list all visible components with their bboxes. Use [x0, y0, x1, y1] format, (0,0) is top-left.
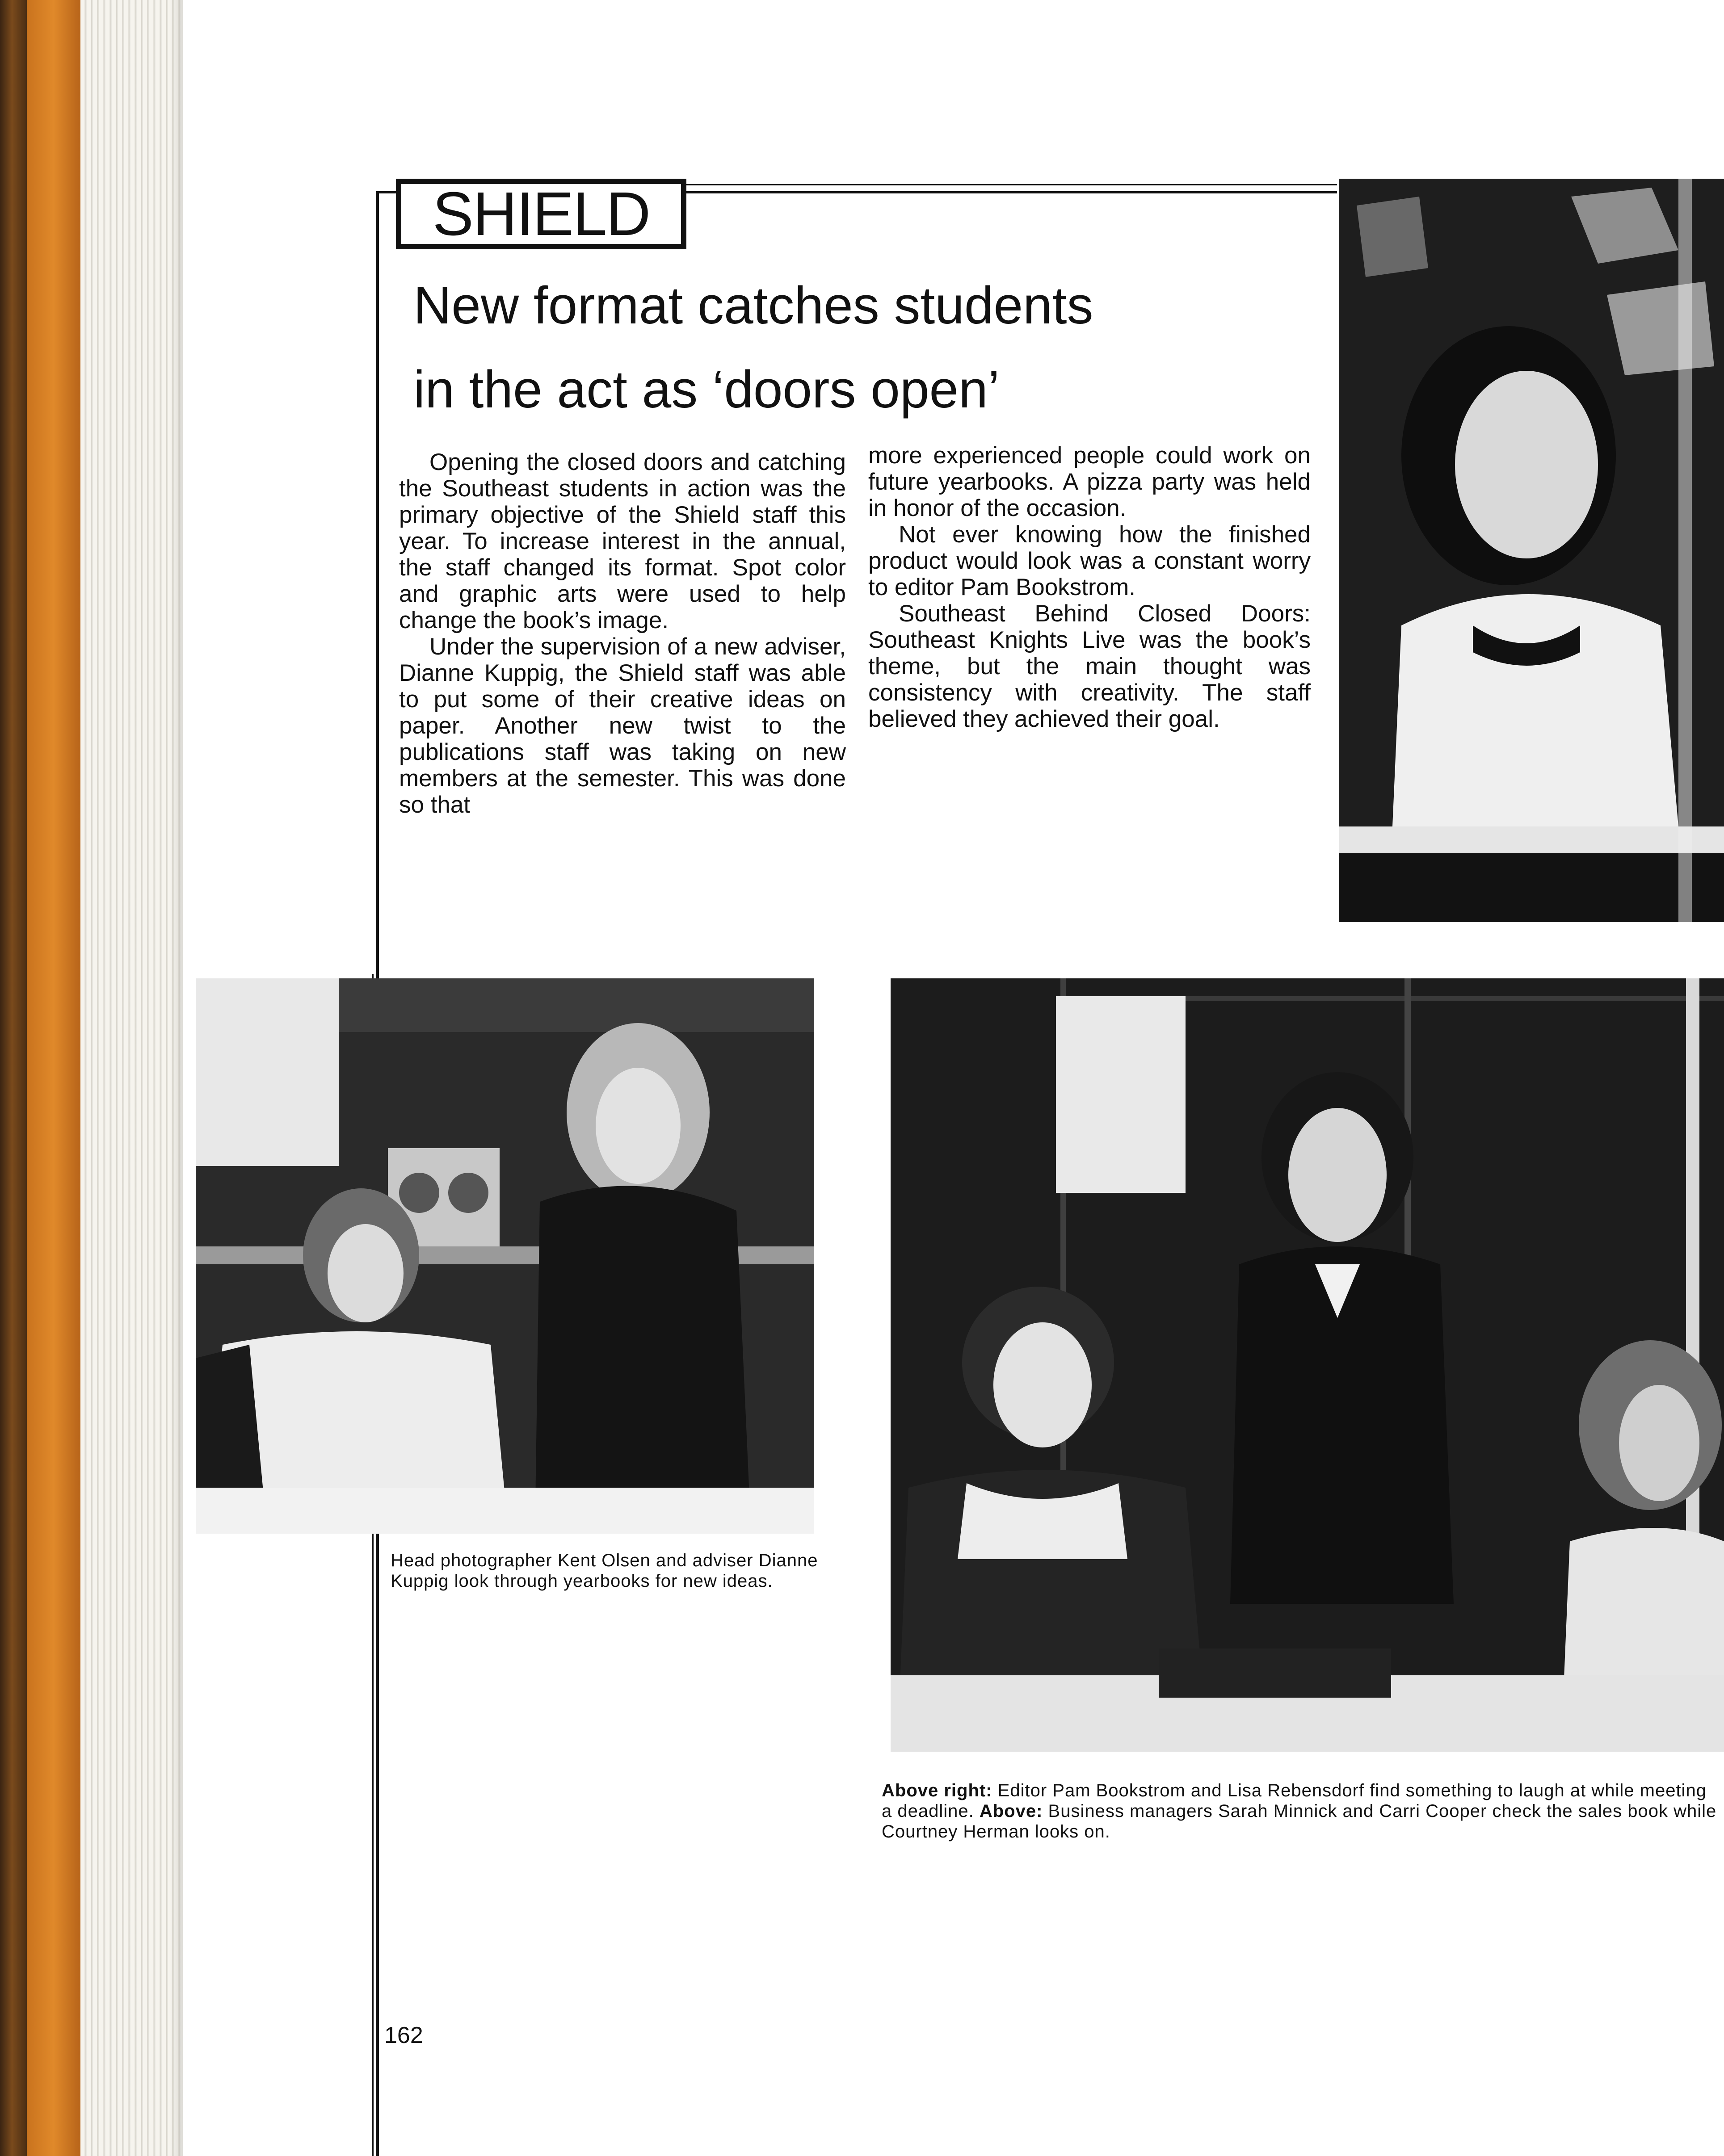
caption-lead-above-right: Above right: — [882, 1781, 992, 1800]
body-paragraph: more experienced people could work on future yearbooks. A pizza party was held in honor of the occasion. — [868, 442, 1311, 521]
page-number: 162 — [384, 2022, 423, 2048]
body-paragraph: Under the supervision of a new adviser, Dianne Kuppig, the Shield staff was able to put some of their creative ideas on paper. Another new twist to the publications staff was taking on new members at the semester. This was done so that — [399, 633, 846, 818]
page-stack-edge — [80, 0, 183, 2156]
caption-text-above: Business managers Sarah Minnick and Carri Cooper check the sales book while Courtney Herman looks on. — [882, 1801, 1717, 1841]
photo-editor-laughing — [1339, 179, 1724, 922]
body-column-1 — [399, 449, 846, 818]
book-cover-edge — [27, 0, 80, 2156]
body-paragraph: Southeast Behind Closed Doors: Southeast Knights Live was the book’s theme, but the main thought was consistency with creativity. The staff believed they achieved their goal. — [868, 600, 1311, 732]
body-paragraph: Opening the closed doors and catching the Southeast students in action was the primary objective of the Shield staff this year. To increase interest in the annual, the staff changed its format. Spot color and graphic arts were used to help change the book’s image. — [399, 449, 846, 633]
photo-kent-olsen-and-adviser — [196, 978, 814, 1534]
headline-line-1: New format catches students — [413, 276, 1093, 335]
headline-line-2: in the act as ‘doors open’ — [413, 360, 1000, 419]
caption-lead-above: Above: — [979, 1801, 1043, 1821]
caption-kent-olsen: Head photographer Kent Olsen and adviser Dianne Kuppig look through yearbooks for new ideas. — [391, 1551, 818, 1591]
body-column-2 — [868, 442, 1311, 732]
body-paragraph: Not ever knowing how the finished product would look was a constant worry to editor Pam Bookstrom. — [868, 521, 1311, 600]
book-binding — [0, 0, 27, 2156]
top-rule-thin — [683, 184, 1337, 185]
headline — [413, 264, 1298, 432]
caption-business-managers — [882, 1780, 1722, 1842]
photo-business-managers — [891, 978, 1724, 1752]
section-tag: SHIELD — [396, 179, 686, 249]
caption-text-above-right: Editor Pam Bookstrom and Lisa Rebensdorf find something to laugh at while meeting a deadline. — [882, 1781, 1707, 1821]
